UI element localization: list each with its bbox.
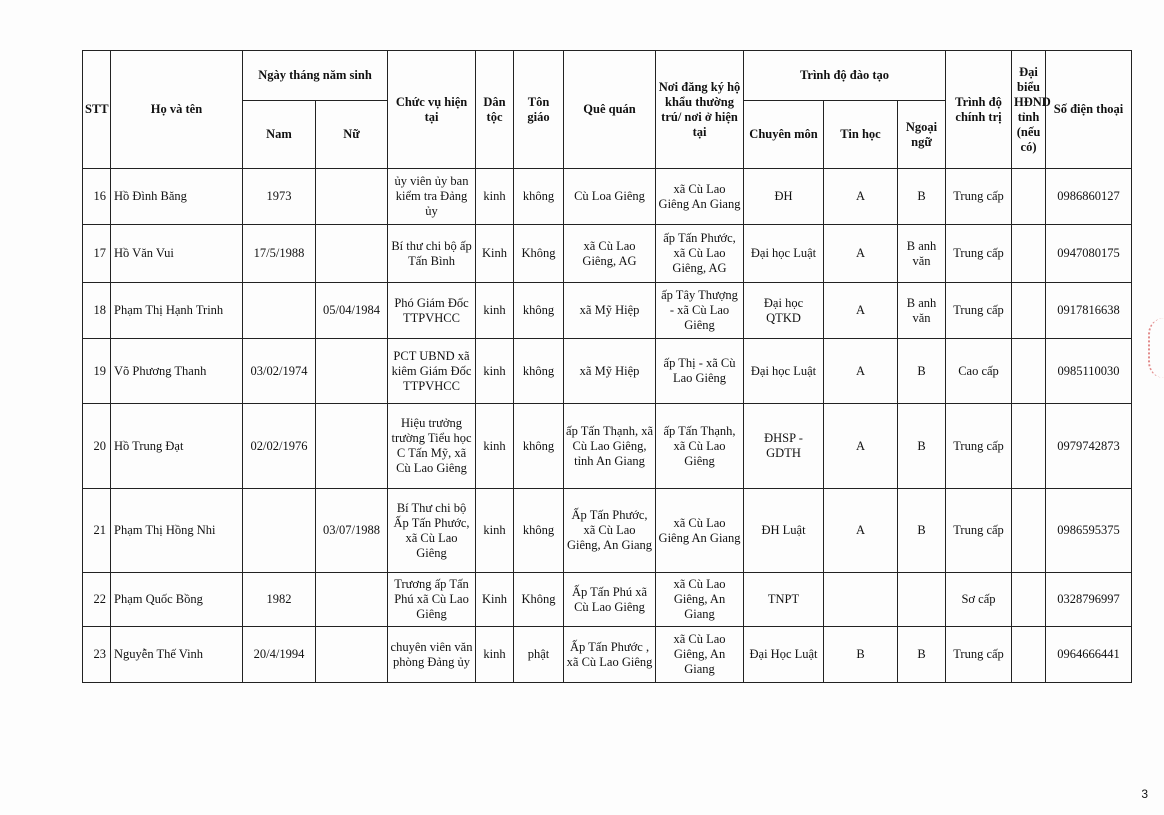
table-row: [83, 283, 1132, 339]
header-row-top: [83, 51, 1132, 101]
cell-politics: Trung cấp: [946, 225, 1012, 283]
cell-language: B: [898, 404, 946, 489]
cell-stt: 20: [83, 404, 111, 489]
cell-stt: 17: [83, 225, 111, 283]
cell-female: [316, 627, 388, 683]
cell-male: 20/4/1994: [243, 627, 316, 683]
cell-language: B: [898, 339, 946, 404]
cell-major: TNPT: [744, 573, 824, 627]
cell-male: 1982: [243, 573, 316, 627]
cell-language: [898, 573, 946, 627]
cell-hometown: Cù Loa Giêng: [564, 169, 656, 225]
cell-stt: 18: [83, 283, 111, 339]
candidate-table: [82, 50, 1132, 683]
cell-name: Nguyễn Thế Vinh: [111, 627, 243, 683]
cell-residence: xã Cù Lao Giêng An Giang: [656, 169, 744, 225]
table-row: [83, 627, 1132, 683]
cell-female: [316, 573, 388, 627]
cell-hometown: Ấp Tấn Phú xã Cù Lao Giêng: [564, 573, 656, 627]
cell-language: B: [898, 627, 946, 683]
cell-ethnicity: kinh: [476, 283, 514, 339]
cell-ethnicity: kinh: [476, 404, 514, 489]
cell-major: Đại Học Luật: [744, 627, 824, 683]
cell-religion: không: [514, 283, 564, 339]
page-number: 3: [1141, 787, 1148, 801]
header-education: Trình độ đào tạo: [744, 51, 946, 101]
cell-politics: Trung cấp: [946, 169, 1012, 225]
cell-stt: 16: [83, 169, 111, 225]
cell-female: 05/04/1984: [316, 283, 388, 339]
cell-ethnicity: Kinh: [476, 573, 514, 627]
header-politics: Trình độ chính trị: [946, 51, 1012, 169]
cell-delegate: [1012, 627, 1046, 683]
cell-name: Hồ Trung Đạt: [111, 404, 243, 489]
cell-politics: Trung cấp: [946, 627, 1012, 683]
cell-delegate: [1012, 404, 1046, 489]
cell-it: A: [824, 339, 898, 404]
cell-major: ĐH: [744, 169, 824, 225]
cell-stt: 23: [83, 627, 111, 683]
cell-it: A: [824, 169, 898, 225]
cell-phone: 0979742873: [1046, 404, 1132, 489]
cell-male: 17/5/1988: [243, 225, 316, 283]
cell-position: PCT UBND xã kiêm Giám Đốc TTPVHCC: [388, 339, 476, 404]
cell-hometown: Ấp Tấn Phước , xã Cù Lao Giêng: [564, 627, 656, 683]
cell-name: Phạm Thị Hồng Nhi: [111, 489, 243, 573]
cell-position: Hiệu trưởng trường Tiểu học C Tấn Mỹ, xã Cù Lao Giêng: [388, 404, 476, 489]
cell-it: A: [824, 225, 898, 283]
cell-politics: Sơ cấp: [946, 573, 1012, 627]
header-dob-male: Nam: [243, 101, 316, 169]
cell-male: [243, 489, 316, 573]
header-religion: Tôn giáo: [514, 51, 564, 169]
cell-position: Bí thư chi bộ ấp Tấn Bình: [388, 225, 476, 283]
cell-major: ĐH Luật: [744, 489, 824, 573]
cell-female: [316, 339, 388, 404]
cell-delegate: [1012, 169, 1046, 225]
header-phone: Số điện thoại: [1046, 51, 1132, 169]
header-hometown: Quê quán: [564, 51, 656, 169]
cell-male: [243, 283, 316, 339]
cell-stt: 21: [83, 489, 111, 573]
cell-language: B: [898, 489, 946, 573]
cell-male: 03/02/1974: [243, 339, 316, 404]
header-major: Chuyên môn: [744, 101, 824, 169]
header-position: Chức vụ hiện tại: [388, 51, 476, 169]
cell-female: [316, 225, 388, 283]
cell-name: Phạm Quốc Bồng: [111, 573, 243, 627]
cell-language: B anh văn: [898, 283, 946, 339]
cell-delegate: [1012, 225, 1046, 283]
header-ethnicity: Dân tộc: [476, 51, 514, 169]
cell-residence: ấp Tấn Phước, xã Cù Lao Giêng, AG: [656, 225, 744, 283]
cell-it: A: [824, 404, 898, 489]
cell-residence: xã Cù Lao Giêng, An Giang: [656, 573, 744, 627]
cell-politics: Cao cấp: [946, 339, 1012, 404]
cell-residence: ấp Thị - xã Cù Lao Giêng: [656, 339, 744, 404]
table-row: [83, 339, 1132, 404]
cell-residence: ấp Tấn Thạnh, xã Cù Lao Giêng: [656, 404, 744, 489]
cell-politics: Trung cấp: [946, 283, 1012, 339]
cell-female: [316, 169, 388, 225]
cell-stt: 22: [83, 573, 111, 627]
header-delegate: Đại biểu HĐND tỉnh (nếu có): [1012, 51, 1046, 169]
cell-religion: không: [514, 404, 564, 489]
cell-major: Đại học Luật: [744, 225, 824, 283]
header-dob: Ngày tháng năm sinh: [243, 51, 388, 101]
cell-phone: 0917816638: [1046, 283, 1132, 339]
cell-major: ĐHSP - GDTH: [744, 404, 824, 489]
cell-phone: 0947080175: [1046, 225, 1132, 283]
cell-delegate: [1012, 573, 1046, 627]
cell-religion: phật: [514, 627, 564, 683]
cell-ethnicity: kinh: [476, 169, 514, 225]
cell-it: B: [824, 627, 898, 683]
cell-religion: không: [514, 169, 564, 225]
cell-hometown: xã Mỹ Hiệp: [564, 283, 656, 339]
cell-residence: xã Cù Lao Giêng An Giang: [656, 489, 744, 573]
cell-female: 03/07/1988: [316, 489, 388, 573]
cell-hometown: ấp Tấn Thạnh, xã Cù Lao Giêng, tỉnh An Giang: [564, 404, 656, 489]
cell-politics: Trung cấp: [946, 404, 1012, 489]
table-body: [83, 169, 1132, 683]
stamp-fragment: [1148, 318, 1164, 378]
cell-politics: Trung cấp: [946, 489, 1012, 573]
cell-phone: 0985110030: [1046, 339, 1132, 404]
cell-delegate: [1012, 489, 1046, 573]
cell-ethnicity: Kinh: [476, 225, 514, 283]
cell-male: 1973: [243, 169, 316, 225]
cell-major: Đại học Luật: [744, 339, 824, 404]
header-name: Họ và tên: [111, 51, 243, 169]
cell-name: Hồ Đình Băng: [111, 169, 243, 225]
cell-it: A: [824, 489, 898, 573]
header-language: Ngoại ngữ: [898, 101, 946, 169]
cell-it: A: [824, 283, 898, 339]
table-row: [83, 225, 1132, 283]
cell-religion: Không: [514, 225, 564, 283]
cell-residence: xã Cù Lao Giêng, An Giang: [656, 627, 744, 683]
table-row: [83, 169, 1132, 225]
cell-phone: 0328796997: [1046, 573, 1132, 627]
table-row: [83, 404, 1132, 489]
cell-male: 02/02/1976: [243, 404, 316, 489]
cell-religion: không: [514, 489, 564, 573]
cell-residence: ấp Tây Thượng - xã Cù Lao Giêng: [656, 283, 744, 339]
cell-hometown: xã Mỹ Hiệp: [564, 339, 656, 404]
cell-ethnicity: kinh: [476, 489, 514, 573]
cell-ethnicity: kinh: [476, 339, 514, 404]
cell-name: Hồ Văn Vui: [111, 225, 243, 283]
table-row: [83, 489, 1132, 573]
cell-delegate: [1012, 339, 1046, 404]
cell-it: [824, 573, 898, 627]
cell-position: chuyên viên văn phòng Đảng ủy: [388, 627, 476, 683]
cell-language: B: [898, 169, 946, 225]
cell-name: Phạm Thị Hạnh Trinh: [111, 283, 243, 339]
cell-name: Võ Phương Thanh: [111, 339, 243, 404]
cell-phone: 0986860127: [1046, 169, 1132, 225]
cell-hometown: xã Cù Lao Giêng, AG: [564, 225, 656, 283]
header-dob-female: Nữ: [316, 101, 388, 169]
cell-phone: 0964666441: [1046, 627, 1132, 683]
header-stt: STT: [83, 51, 111, 169]
table-row: [83, 573, 1132, 627]
cell-delegate: [1012, 283, 1046, 339]
cell-major: Đại học QTKD: [744, 283, 824, 339]
header-it: Tin học: [824, 101, 898, 169]
cell-position: Bí Thư chi bộ Ấp Tấn Phước, xã Cù Lao Giêng: [388, 489, 476, 573]
cell-religion: không: [514, 339, 564, 404]
cell-religion: Không: [514, 573, 564, 627]
cell-position: Trương ấp Tấn Phú xã Cù Lao Giêng: [388, 573, 476, 627]
cell-hometown: Ấp Tấn Phước, xã Cù Lao Giêng, An Giang: [564, 489, 656, 573]
cell-position: ủy viên ủy ban kiểm tra Đảng ủy: [388, 169, 476, 225]
cell-ethnicity: kinh: [476, 627, 514, 683]
header-residence: Nơi đăng ký hộ khẩu thường trú/ nơi ở hiện tại: [656, 51, 744, 169]
cell-stt: 19: [83, 339, 111, 404]
cell-position: Phó Giám Đốc TTPVHCC: [388, 283, 476, 339]
cell-phone: 0986595375: [1046, 489, 1132, 573]
cell-language: B anh văn: [898, 225, 946, 283]
cell-female: [316, 404, 388, 489]
